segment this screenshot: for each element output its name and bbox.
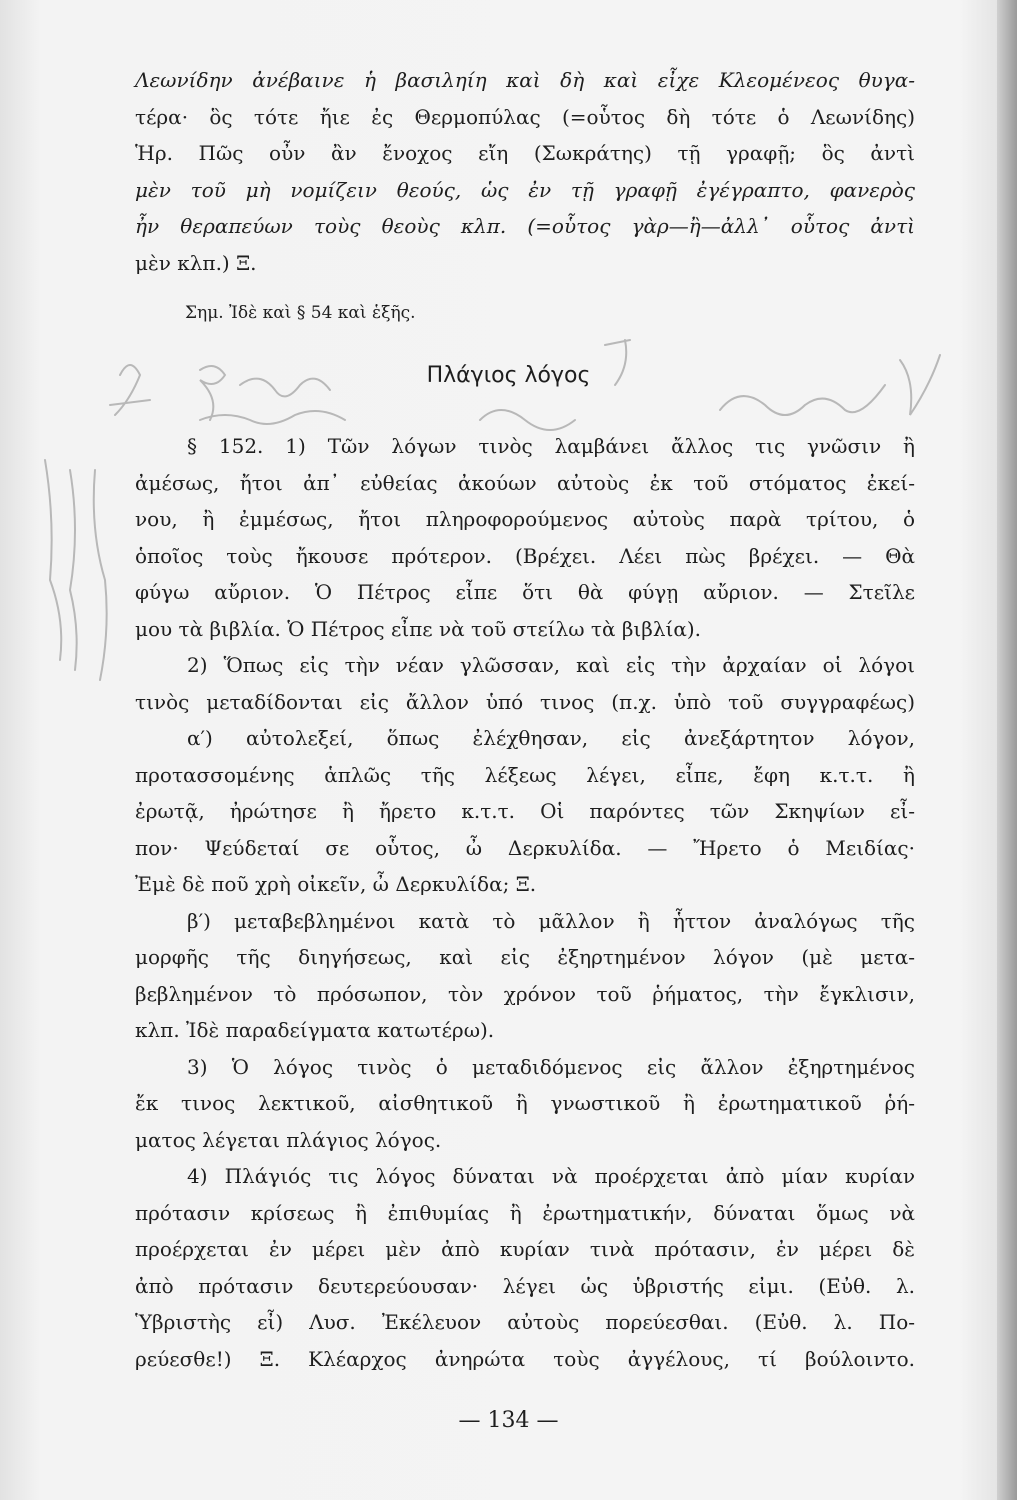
text-line: κλπ. Ἰδὲ παραδείγματα κατωτέρω). [135,1018,495,1042]
text-line: ἔκ τινος λεκτικοῦ, αἰσθητικοῦ ἢ γνωστικοῦ ἢ ἐρωτηματικοῦ ῥή- [135,1091,915,1115]
text-line: 3) Ὁ λόγος τινὸς ὁ μεταδιδόμενος εἰς ἄλλον ἐξηρτημένος [187,1054,915,1079]
text-line: ρεύεσθε!) Ξ. Κλέαρχος ἀνηρώτα τοὺς ἀγγέλους, τί βούλοιντο. [135,1346,915,1371]
text-line: μὲν τοῦ μὴ νομίζειν θεούς, ὡς ἐν τῇ γραφῇ ἐγέγραπτο, φανερὸς [135,177,915,202]
text-line: ἐρωτᾷ, ἠρώτησε ἢ ἤρετο κ.τ.τ. Οἱ παρόντες τῶν Σκηψίων εἶ- [135,799,915,823]
text-line: ἀμέσως, ἤτοι ἀπ᾽ εὐθείας ἀκούων αὐτοὺς ἐκ τοῦ στόματος ἐκεί- [135,470,915,495]
text-line: προέρχεται ἐν μέρει μὲν ἀπὸ κυρίαν τινὰ πρότασιν, ἐν μέρει δὲ [135,1237,915,1261]
note-line: Σημ. Ἰδὲ καὶ § 54 καὶ ἑξῆς. [185,303,416,323]
text-line: βεβλημένον τὸ πρόσωπον, τὸν χρόνον τοῦ ῥήματος, τὴν ἔγκλισιν, [135,981,915,1006]
text-line: 4) Πλάγιός τις λόγος δύναται νὰ προέρχεται ἀπὸ μίαν κυρίαν [187,1164,915,1188]
text-line: τέρα· ὃς τότε ἤιε ἐς Θερμοπύλας (=οὗτος δὴ τότε ὁ Λεωνίδης) [135,104,915,129]
text-line: ἀπὸ πρότασιν δευτερεύουσαν· λέγει ὡς ὑβριστής εἰμι. (Εὐθ. λ. [135,1273,915,1298]
text-line: ὁποῖος τοὺς ἤκουσε πρότερον. (Βρέχει. Λέει πὼς βρέχει. — Θὰ [135,543,915,568]
text-line: μορφῆς τῆς διηγήσεως, καὶ εἰς ἐξηρτημένον λόγον (μὲ μετα- [135,945,915,969]
text-line: μὲν κλπ.) Ξ. [135,250,257,275]
top-passage [135,62,915,281]
text-line: νου, ἢ ἐμμέσως, ἤτοι πληροφορούμενος αὐτοὺς παρὰ τρίτου, ὁ [135,507,915,531]
text-line: μου τὰ βιβλία. Ὁ Πέτρος εἶπε νὰ τοῦ στείλω τὰ βιβλία). [135,616,702,641]
text-line: προτασσομένης ἁπλῶς τῆς λέξεως λέγει, εἶπε, ἔφη κ.τ.τ. ἢ [135,762,915,787]
section-heading: Πλάγιος λόγος [426,363,591,388]
text-line: Λεωνίδην ἀνέβαινε ἡ βασιληίη καὶ δὴ καὶ εἶχε Κλεομένεος θυγα- [135,68,915,92]
text-line: β′) μεταβεβλημένοι κατὰ τὸ μᾶλλον ἢ ἧττον ἀναλόγως τῆς [187,908,915,933]
text-line: Ὑβριστὴς εἶ) Λυσ. Ἐκέλευον αὐτοὺς πορεύεσθαι. (Εὐθ. λ. Πο- [135,1310,915,1334]
text-line: ματος λέγεται πλάγιος λόγος. [135,1127,442,1152]
text-line: Ἡρ. Πῶς οὖν ἂν ἔνοχος εἴη (Σωκράτης) τῇ γραφῇ; ὃς ἀντὶ [135,141,915,165]
binding-shadow [997,0,1017,1500]
main-body [135,428,915,1377]
text-line: πρότασιν κρίσεως ἢ ἐπιθυμίας ἢ ἐρωτηματικήν, δύναται ὅμως νὰ [135,1200,915,1225]
text-line: α′) αὐτολεξεί, ὅπως ἐλέχθησαν, εἰς ἀνεξάρτητον λόγον, [187,726,915,750]
text-line: φύγω αὔριον. Ὁ Πέτρος εἶπε ὅτι θὰ φύγῃ αὔριον. — Στεῖλε [135,580,915,604]
page-number: — 134 — [458,1408,559,1433]
text-line: πον· Ψεύδεταί σε οὗτος, ὦ Δερκυλίδα. — Ἤρετο ὁ Μειδίας· [135,835,915,860]
text-line: ἦν θεραπεύων τοὺς θεοὺς κλπ. (=οὗτος γὰρ—ἢ—ἀλλ᾽ οὗτος ἀντὶ [135,214,915,238]
text-line: Ἐμὲ δὲ ποῦ χρὴ οἰκεῖν, ὦ Δερκυλίδα; Ξ. [135,872,537,896]
text-line: τινὸς μεταδίδονται εἰς ἄλλον ὑπό τινος (π.χ. ὑπὸ τοῦ συγγραφέως) [135,689,915,714]
text-line: 2) Ὅπως εἰς τὴν νέαν γλῶσσαν, καὶ εἰς τὴν ἀρχαίαν οἱ λόγοι [187,653,915,677]
text-line: § 152. 1) Τῶν λόγων τινὸς λαμβάνει ἄλλος τις γνῶσιν ἢ [187,434,915,458]
